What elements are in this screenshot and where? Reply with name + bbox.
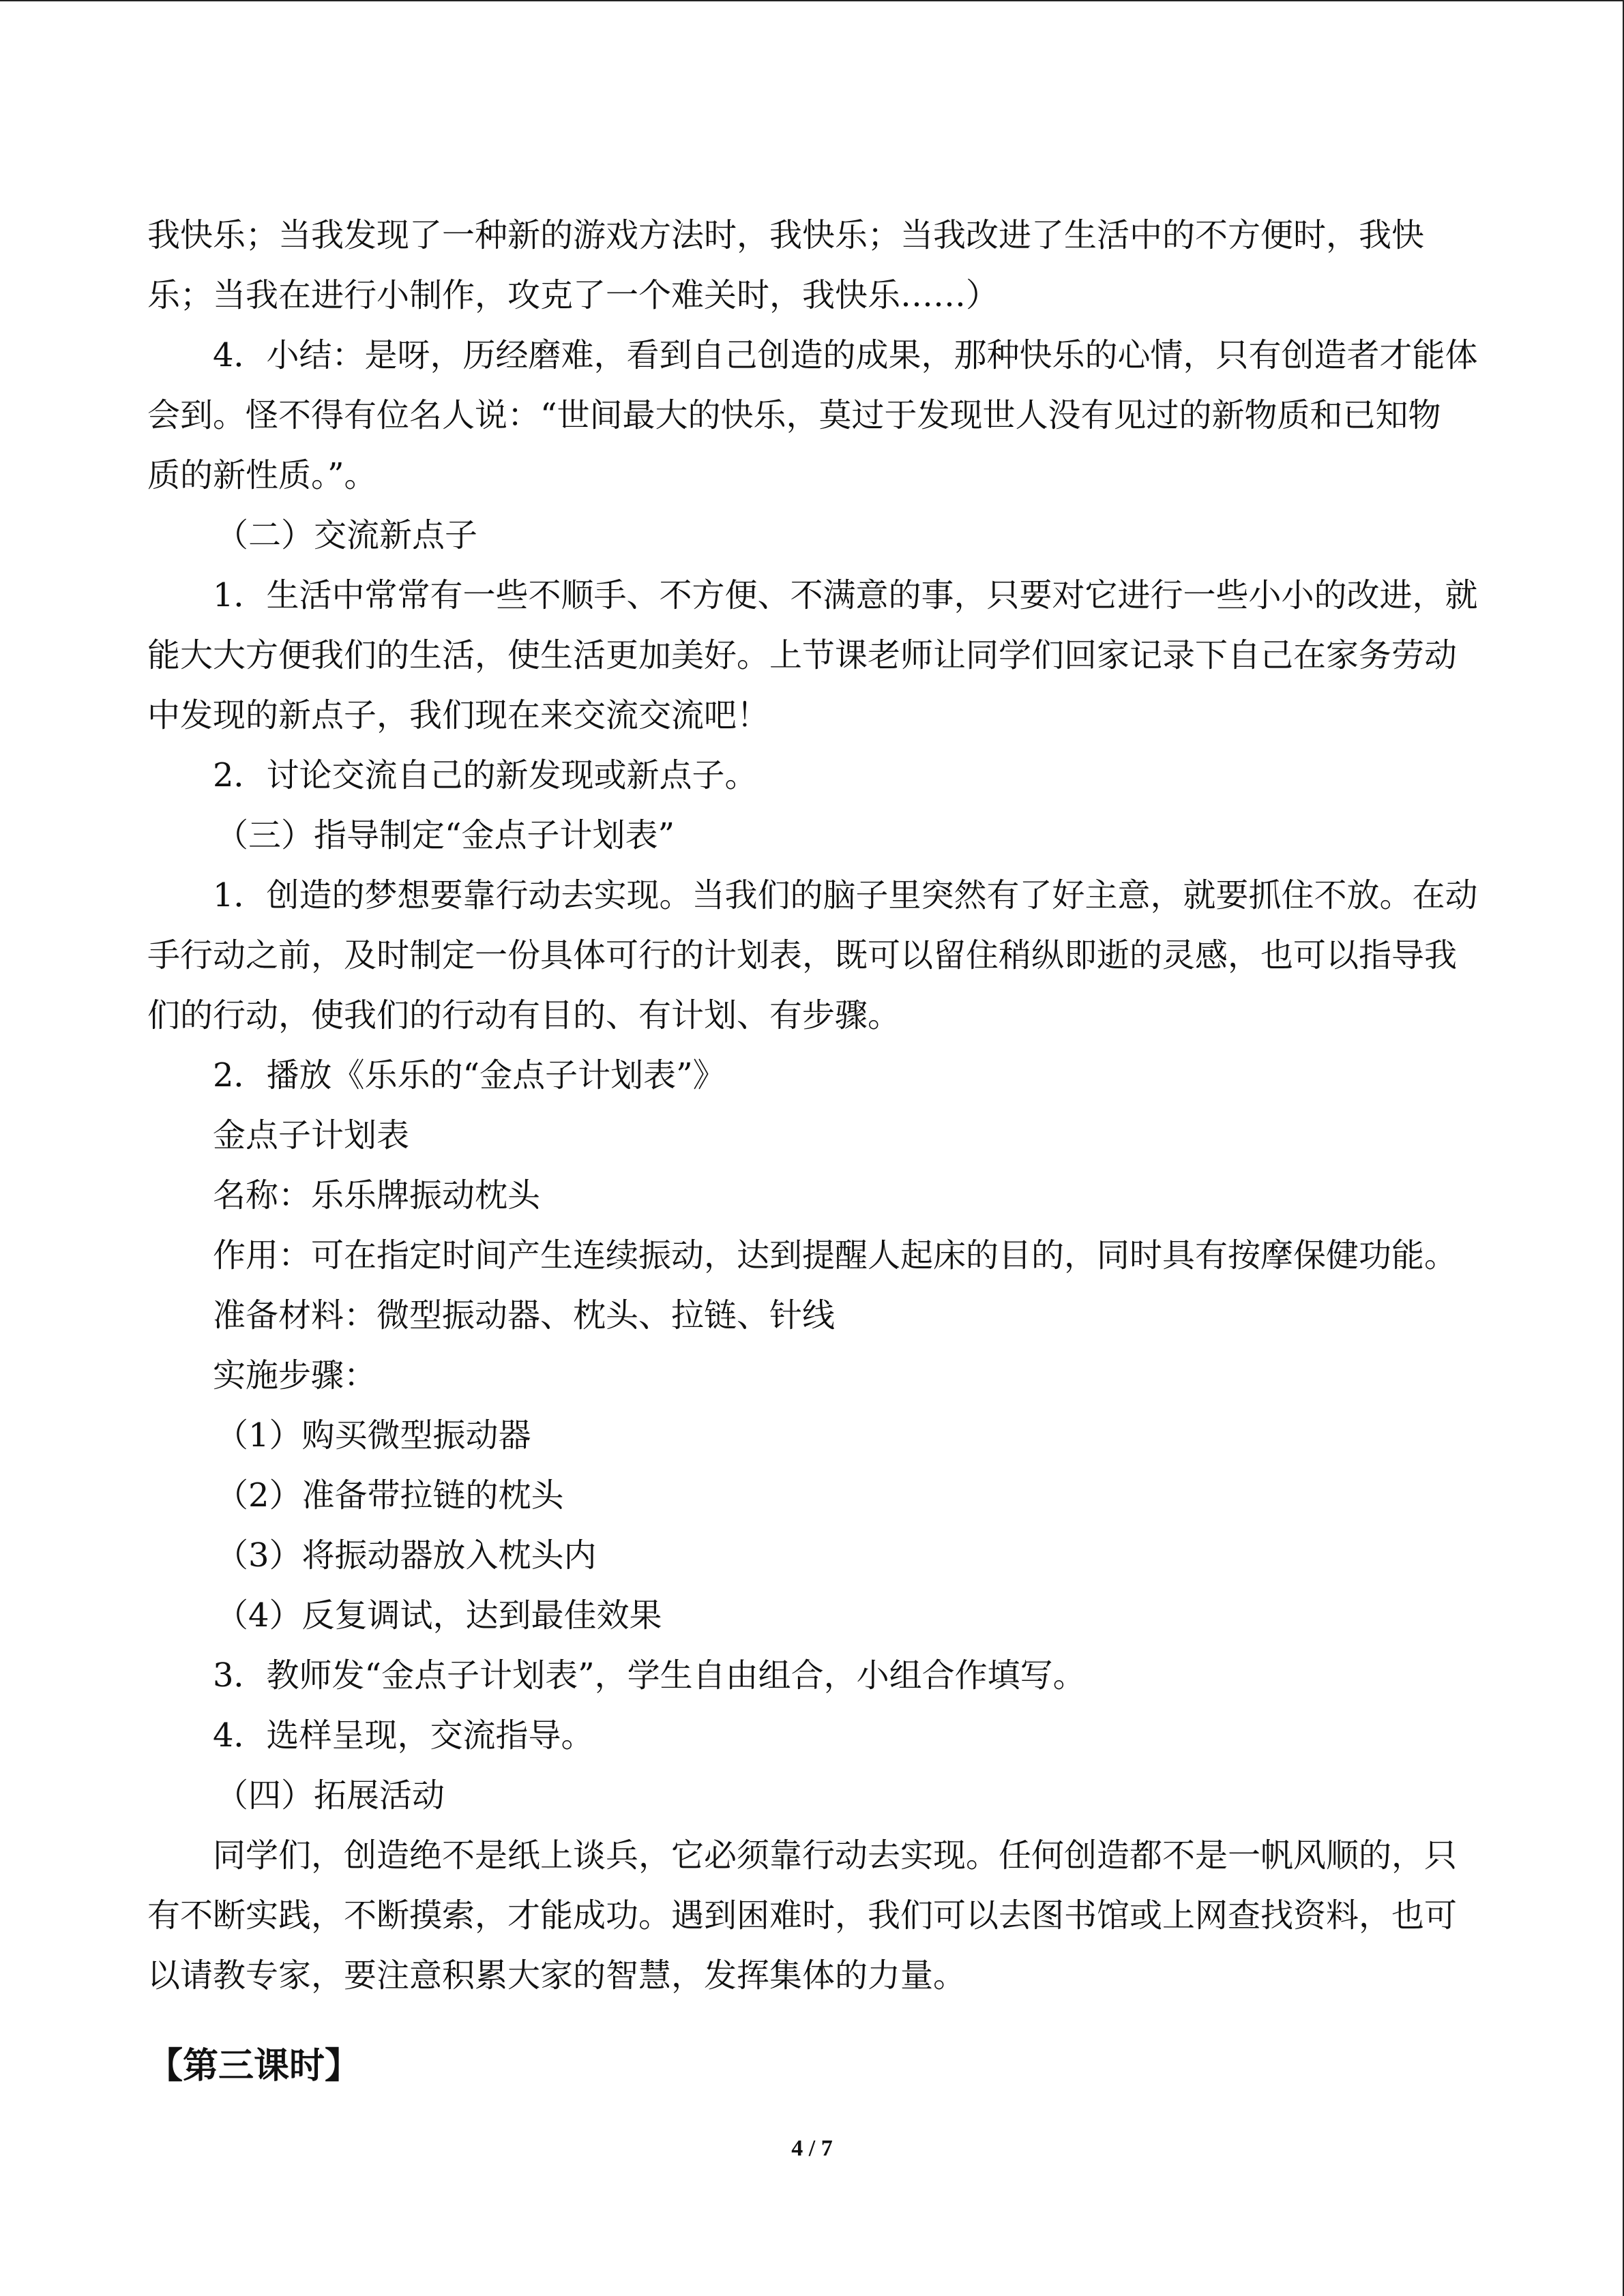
body-line: 有不断实践，不断摸索，才能成功。遇到困难时，我们可以去图书馆或上网查找资料，也可 bbox=[147, 1896, 1458, 1935]
body-line: 1．创造的梦想要靠行动去实现。当我们的脑子里突然有了好主意，就要抓住不放。在动 bbox=[213, 876, 1478, 914]
body-line: 们的行动，使我们的行动有目的、有计划、有步骤。 bbox=[147, 996, 901, 1034]
body-line: 我快乐；当我发现了一种新的游戏方法时，我快乐；当我改进了生活中的不方便时，我快 bbox=[147, 216, 1425, 254]
body-line: 3．教师发“金点子计划表”，学生自由组合，小组合作填写。 bbox=[213, 1656, 1086, 1695]
body-line: 会到。怪不得有位名人说：“世间最大的快乐，莫过于发现世人没有见过的新物质和已知物 bbox=[147, 396, 1441, 434]
subsection-heading: （三）指导制定“金点子计划表” bbox=[216, 816, 675, 854]
body-line: 质的新性质。”。 bbox=[147, 456, 377, 494]
plan-step: （4）反复调试，达到最佳效果 bbox=[216, 1596, 662, 1635]
body-line: 1．生活中常常有一些不顺手、不方便、不满意的事，只要对它进行一些小小的改进，就 bbox=[213, 576, 1478, 614]
plan-step: （3）将振动器放入枕头内 bbox=[216, 1536, 597, 1575]
body-line: 4．小结：是呀，历经磨难，看到自己创造的成果，那种快乐的心情，只有创造者才能体 bbox=[213, 336, 1478, 374]
body-line: 同学们，创造绝不是纸上谈兵，它必须靠行动去实现。任何创造都不是一帆风顺的，只 bbox=[213, 1836, 1458, 1875]
body-line: 手行动之前，及时制定一份具体可行的计划表，既可以留住稍纵即逝的灵感，也可以指导我 bbox=[147, 936, 1458, 974]
plan-step: （1）购买微型振动器 bbox=[216, 1416, 531, 1455]
body-line: 2．播放《乐乐的“金点子计划表”》 bbox=[213, 1056, 726, 1094]
body-line: 乐；当我在进行小制作，攻克了一个难关时，我快乐……） bbox=[147, 276, 999, 314]
plan-title: 金点子计划表 bbox=[213, 1116, 410, 1154]
body-line: 2．讨论交流自己的新发现或新点子。 bbox=[213, 756, 758, 794]
page-number: 4 / 7 bbox=[791, 2136, 833, 2161]
plan-steps-label: 实施步骤： bbox=[213, 1356, 377, 1395]
plan-name: 名称：乐乐牌振动枕头 bbox=[213, 1176, 541, 1214]
body-line: 4．选样呈现，交流指导。 bbox=[213, 1716, 594, 1755]
body-line: 中发现的新点子，我们现在来交流交流吧！ bbox=[147, 696, 770, 734]
body-line: 能大大方便我们的生活，使生活更加美好。上节课老师让同学们回家记录下自己在家务劳动 bbox=[147, 636, 1458, 674]
body-line: 以请教专家，要注意积累大家的智慧，发挥集体的力量。 bbox=[147, 1956, 966, 1995]
plan-step: （2）准备带拉链的枕头 bbox=[216, 1476, 564, 1515]
plan-purpose: 作用：可在指定时间产生连续振动，达到提醒人起床的目的，同时具有按摩保健功能。 bbox=[213, 1236, 1458, 1274]
section-heading: 【第三课时】 bbox=[147, 2046, 361, 2087]
subsection-heading: （四）拓展活动 bbox=[216, 1776, 445, 1815]
subsection-heading: （二）交流新点子 bbox=[216, 516, 478, 554]
plan-materials: 准备材料：微型振动器、枕头、拉链、针线 bbox=[213, 1296, 836, 1335]
